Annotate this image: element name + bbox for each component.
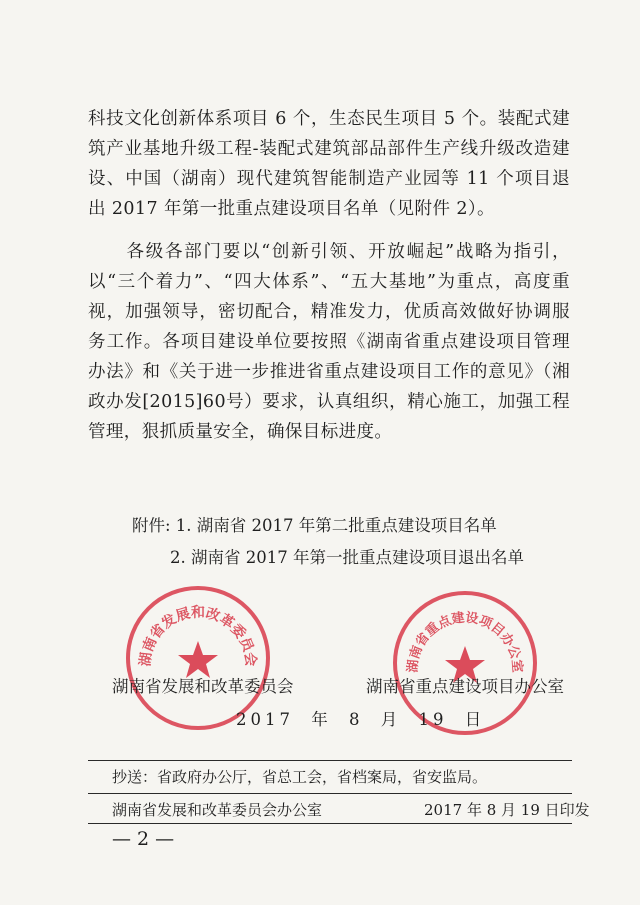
- key-project-office-seal-text: 湖南省重点建设项目办公室: [405, 610, 525, 674]
- body-paragraph-2: 各级各部门要以“创新引领、开放崛起”战略为指引，以“三个着力”、“四大体系”、“五大基地”为重点，高度重视，加强领导，密切配合，精准发力，优质高效做好协调服务工作。各项目建设单位要按照《湖南省重点建设项目管理办法》和《关于进一步推进省重点建设项目工作的意见》（湘政办发[2015]60号）要求，认真组织，精心施工，加强工程管理，狠抓质量安全，确保目标进度。: [88, 242, 570, 442]
- attachment-line-1: 附件: 1. 湖南省 2017 年第二批重点建设项目名单: [132, 516, 497, 535]
- signer-key-project-office: 湖南省重点建设项目办公室: [366, 677, 564, 696]
- cc-line: 抄送：省政府办公厅，省总工会，省档案局，省安监局。: [112, 768, 488, 786]
- signing-date: 2017 年 8 月 19 日: [236, 710, 486, 729]
- page-number: — 2 —: [112, 828, 175, 850]
- ndrc-seal-text: 湖南省发展和改革委员会: [137, 605, 259, 668]
- issue-date: 2017 年 8 月 19 日印发: [424, 801, 590, 819]
- divider-bottom: [88, 823, 572, 824]
- divider-middle: [88, 793, 572, 794]
- divider-top: [88, 760, 572, 761]
- attachment-line-2: 2. 湖南省 2017 年第一批重点建设项目退出名单: [170, 548, 524, 567]
- body-paragraph-1: 科技文化创新体系项目 6 个，生态民生项目 5 个。装配式建筑产业基地升级工程-装配式建筑部品部件生产线升级改造建设、中国（湖南）现代建筑智能制造产业园等 11 个项目退出 2017 年第一批重点建设项目名单（见附件 2）。: [88, 109, 570, 219]
- issuing-office: 湖南省发展和改革委员会办公室: [112, 801, 323, 819]
- signer-ndrc: 湖南省发展和改革委员会: [112, 677, 294, 696]
